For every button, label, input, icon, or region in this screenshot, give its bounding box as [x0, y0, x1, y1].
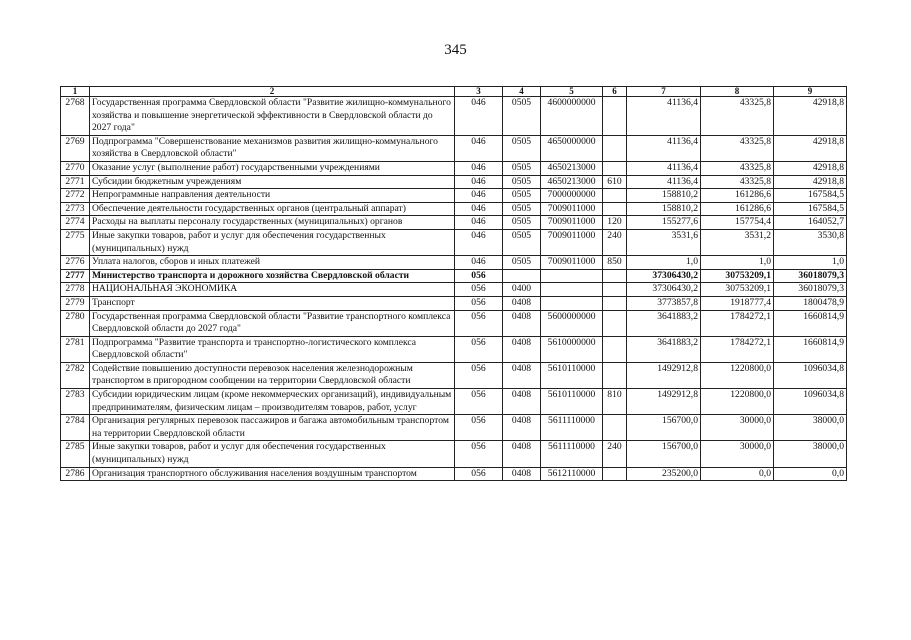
ministry-code: 046 [455, 202, 503, 216]
section-code: 0505 [503, 175, 541, 189]
col-header: 2 [90, 87, 455, 97]
expense-type-code: 810 [603, 389, 627, 415]
row-number: 2782 [61, 362, 90, 388]
target-article-code: 7009011000 [541, 216, 603, 230]
row-number: 2771 [61, 175, 90, 189]
amount-col-7: 158810,2 [627, 202, 701, 216]
row-number: 2778 [61, 283, 90, 297]
target-article-code: 5611110000 [541, 415, 603, 441]
expense-type-code [603, 296, 627, 310]
amount-col-7: 37306430,2 [627, 283, 701, 297]
table-row [61, 97, 847, 136]
row-number: 2775 [61, 229, 90, 255]
target-article-code: 7009011000 [541, 256, 603, 270]
amount-col-8: 161286,6 [701, 202, 774, 216]
amount-col-9: 0,0 [774, 467, 847, 481]
col-header: 8 [701, 87, 774, 97]
amount-col-7: 41136,4 [627, 175, 701, 189]
amount-col-7: 3641883,2 [627, 336, 701, 362]
expense-type-code: 850 [603, 256, 627, 270]
page-number: 345 [444, 42, 467, 58]
amount-col-7: 156700,0 [627, 441, 701, 467]
row-name: Министерство транспорта и дорожного хозяйства Свердловской области [90, 269, 455, 283]
target-article-code: 5610110000 [541, 389, 603, 415]
table-row [61, 135, 847, 161]
section-code: 0505 [503, 256, 541, 270]
amount-col-8: 43325,8 [701, 161, 774, 175]
amount-col-9: 167584,5 [774, 189, 847, 203]
ministry-code: 046 [455, 229, 503, 255]
section-code: 0408 [503, 441, 541, 467]
row-name: Подпрограмма "Развитие транспорта и транспортно-логистического комплекса Свердловской области" [90, 336, 455, 362]
row-name: НАЦИОНАЛЬНАЯ ЭКОНОМИКА [90, 283, 455, 297]
expense-type-code: 240 [603, 441, 627, 467]
section-code [503, 269, 541, 283]
amount-col-9: 1096034,8 [774, 389, 847, 415]
table-row [61, 175, 847, 189]
ministry-code: 046 [455, 175, 503, 189]
amount-col-9: 42918,8 [774, 161, 847, 175]
row-name: Субсидии юридическим лицам (кроме некоммерческих организаций), индивидуальным предпринимателям, физическим лицам – производителям товаров, работ, услуг [90, 389, 455, 415]
expense-type-code [603, 189, 627, 203]
section-code: 0505 [503, 161, 541, 175]
row-name: Непрограммные направления деятельности [90, 189, 455, 203]
amount-col-8: 1220800,0 [701, 389, 774, 415]
expense-type-code: 240 [603, 229, 627, 255]
expense-type-code: 610 [603, 175, 627, 189]
section-code: 0408 [503, 310, 541, 336]
target-article-code: 7000000000 [541, 189, 603, 203]
table-row [61, 269, 847, 283]
row-name: Транспорт [90, 296, 455, 310]
ministry-code: 056 [455, 283, 503, 297]
amount-col-7: 156700,0 [627, 415, 701, 441]
ministry-code: 056 [455, 296, 503, 310]
amount-col-9: 164052,7 [774, 216, 847, 230]
amount-col-9: 1660814,9 [774, 336, 847, 362]
expense-type-code [603, 202, 627, 216]
ministry-code: 056 [455, 415, 503, 441]
row-number: 2784 [61, 415, 90, 441]
col-header: 7 [627, 87, 701, 97]
table-row [61, 362, 847, 388]
section-code: 0408 [503, 296, 541, 310]
row-number: 2772 [61, 189, 90, 203]
row-name: Субсидии бюджетным учреждениям [90, 175, 455, 189]
amount-col-8: 30753209,1 [701, 283, 774, 297]
amount-col-7: 1492912,8 [627, 389, 701, 415]
amount-col-9: 167584,5 [774, 202, 847, 216]
row-name: Иные закупки товаров, работ и услуг для обеспечения государственных (муниципальных) нужд [90, 229, 455, 255]
amount-col-7: 235200,0 [627, 467, 701, 481]
ministry-code: 046 [455, 189, 503, 203]
ministry-code: 056 [455, 389, 503, 415]
ministry-code: 046 [455, 216, 503, 230]
amount-col-8: 157754,4 [701, 216, 774, 230]
target-article-code: 4600000000 [541, 97, 603, 136]
amount-col-7: 41136,4 [627, 97, 701, 136]
amount-col-7: 1,0 [627, 256, 701, 270]
section-code: 0505 [503, 97, 541, 136]
header-row [61, 87, 847, 97]
budget-table [60, 86, 847, 481]
amount-col-9: 36018079,3 [774, 283, 847, 297]
table-row [61, 336, 847, 362]
row-name: Расходы на выплаты персоналу государственных (муниципальных) органов [90, 216, 455, 230]
ministry-code: 046 [455, 256, 503, 270]
row-number: 2774 [61, 216, 90, 230]
amount-col-9: 42918,8 [774, 97, 847, 136]
amount-col-7: 1492912,8 [627, 362, 701, 388]
amount-col-8: 30000,0 [701, 415, 774, 441]
target-article-code: 7009011000 [541, 229, 603, 255]
row-number: 2781 [61, 336, 90, 362]
row-name: Подпрограмма "Совершенствование механизмов развития жилищно-коммунального хозяйства в Свердловской области" [90, 135, 455, 161]
amount-col-8: 43325,8 [701, 97, 774, 136]
table-row [61, 296, 847, 310]
amount-col-9: 38000,0 [774, 415, 847, 441]
amount-col-9: 1660814,9 [774, 310, 847, 336]
target-article-code: 5611110000 [541, 441, 603, 467]
amount-col-9: 1800478,9 [774, 296, 847, 310]
expense-type-code [603, 161, 627, 175]
amount-col-7: 41136,4 [627, 135, 701, 161]
section-code: 0408 [503, 362, 541, 388]
amount-col-7: 37306430,2 [627, 269, 701, 283]
section-code: 0408 [503, 389, 541, 415]
col-header: 6 [603, 87, 627, 97]
row-name: Обеспечение деятельности государственных органов (центральный аппарат) [90, 202, 455, 216]
row-name: Организация транспортного обслуживания населения воздушным транспортом [90, 467, 455, 481]
table-row [61, 415, 847, 441]
target-article-code: 4650000000 [541, 135, 603, 161]
col-header: 3 [455, 87, 503, 97]
row-number: 2773 [61, 202, 90, 216]
amount-col-8: 1784272,1 [701, 336, 774, 362]
ministry-code: 056 [455, 441, 503, 467]
amount-col-8: 30000,0 [701, 441, 774, 467]
amount-col-8: 1784272,1 [701, 310, 774, 336]
table-row [61, 441, 847, 467]
section-code: 0408 [503, 415, 541, 441]
row-number: 2779 [61, 296, 90, 310]
col-header: 9 [774, 87, 847, 97]
table-row [61, 310, 847, 336]
ministry-code: 056 [455, 336, 503, 362]
amount-col-9: 36018079,3 [774, 269, 847, 283]
row-name: Уплата налогов, сборов и иных платежей [90, 256, 455, 270]
expense-type-code [603, 97, 627, 136]
ministry-code: 056 [455, 269, 503, 283]
ministry-code: 056 [455, 467, 503, 481]
target-article-code: 4650213000 [541, 161, 603, 175]
row-number: 2768 [61, 97, 90, 136]
row-number: 2785 [61, 441, 90, 467]
amount-col-7: 155277,6 [627, 216, 701, 230]
row-number: 2786 [61, 467, 90, 481]
amount-col-8: 43325,8 [701, 135, 774, 161]
amount-col-9: 3530,8 [774, 229, 847, 255]
row-name: Государственная программа Свердловской области "Развитие транспортного комплекса Свердловской области до 2027 года" [90, 310, 455, 336]
table-row [61, 216, 847, 230]
expense-type-code [603, 310, 627, 336]
section-code: 0505 [503, 229, 541, 255]
col-header: 1 [61, 87, 90, 97]
row-number: 2776 [61, 256, 90, 270]
col-header: 4 [503, 87, 541, 97]
ministry-code: 056 [455, 362, 503, 388]
amount-col-8: 0,0 [701, 467, 774, 481]
target-article-code: 5612110000 [541, 467, 603, 481]
table-row [61, 161, 847, 175]
amount-col-7: 41136,4 [627, 161, 701, 175]
target-article-code [541, 269, 603, 283]
amount-col-8: 3531,2 [701, 229, 774, 255]
target-article-code: 4650213000 [541, 175, 603, 189]
section-code: 0505 [503, 216, 541, 230]
table-row [61, 229, 847, 255]
section-code: 0505 [503, 202, 541, 216]
row-number: 2769 [61, 135, 90, 161]
row-name: Иные закупки товаров, работ и услуг для обеспечения государственных (муниципальных) нужд [90, 441, 455, 467]
expense-type-code [603, 336, 627, 362]
row-number: 2783 [61, 389, 90, 415]
amount-col-9: 38000,0 [774, 441, 847, 467]
target-article-code: 7009011000 [541, 202, 603, 216]
amount-col-8: 1220800,0 [701, 362, 774, 388]
ministry-code: 046 [455, 161, 503, 175]
amount-col-8: 161286,6 [701, 189, 774, 203]
target-article-code: 5610110000 [541, 362, 603, 388]
table-row [61, 467, 847, 481]
section-code: 0400 [503, 283, 541, 297]
target-article-code [541, 296, 603, 310]
amount-col-8: 1918777,4 [701, 296, 774, 310]
amount-col-8: 30753209,1 [701, 269, 774, 283]
ministry-code: 046 [455, 97, 503, 136]
row-name: Оказание услуг (выполнение работ) государственными учреждениями [90, 161, 455, 175]
section-code: 0505 [503, 135, 541, 161]
amount-col-7: 3531,6 [627, 229, 701, 255]
expense-type-code [603, 467, 627, 481]
table-row [61, 202, 847, 216]
row-name: Содействие повышению доступности перевозок населения железнодорожным транспортом в пригородном сообщении на территории Свердловской области [90, 362, 455, 388]
amount-col-7: 3641883,2 [627, 310, 701, 336]
amount-col-9: 42918,8 [774, 135, 847, 161]
section-code: 0408 [503, 467, 541, 481]
row-number: 2777 [61, 269, 90, 283]
expense-type-code [603, 135, 627, 161]
section-code: 0505 [503, 189, 541, 203]
amount-col-9: 1096034,8 [774, 362, 847, 388]
expense-type-code [603, 362, 627, 388]
expense-type-code: 120 [603, 216, 627, 230]
ministry-code: 056 [455, 310, 503, 336]
amount-col-7: 3773857,8 [627, 296, 701, 310]
section-code: 0408 [503, 336, 541, 362]
row-number: 2770 [61, 161, 90, 175]
target-article-code: 5600000000 [541, 310, 603, 336]
ministry-code: 046 [455, 135, 503, 161]
target-article-code: 5610000000 [541, 336, 603, 362]
amount-col-9: 1,0 [774, 256, 847, 270]
table-row [61, 256, 847, 270]
amount-col-7: 158810,2 [627, 189, 701, 203]
expense-type-code [603, 283, 627, 297]
amount-col-8: 43325,8 [701, 175, 774, 189]
row-name: Государственная программа Свердловской области "Развитие жилищно-коммунального хозяйства и повышение энергетической эффективности в Свердловской области до 2027 года" [90, 97, 455, 136]
table-row [61, 283, 847, 297]
expense-type-code [603, 269, 627, 283]
table-row [61, 189, 847, 203]
expense-type-code [603, 415, 627, 441]
row-number: 2780 [61, 310, 90, 336]
row-name: Организация регулярных перевозок пассажиров и багажа автомобильным транспортом на территории Свердловской области [90, 415, 455, 441]
amount-col-8: 1,0 [701, 256, 774, 270]
table-row [61, 389, 847, 415]
col-header: 5 [541, 87, 603, 97]
amount-col-9: 42918,8 [774, 175, 847, 189]
target-article-code [541, 283, 603, 297]
